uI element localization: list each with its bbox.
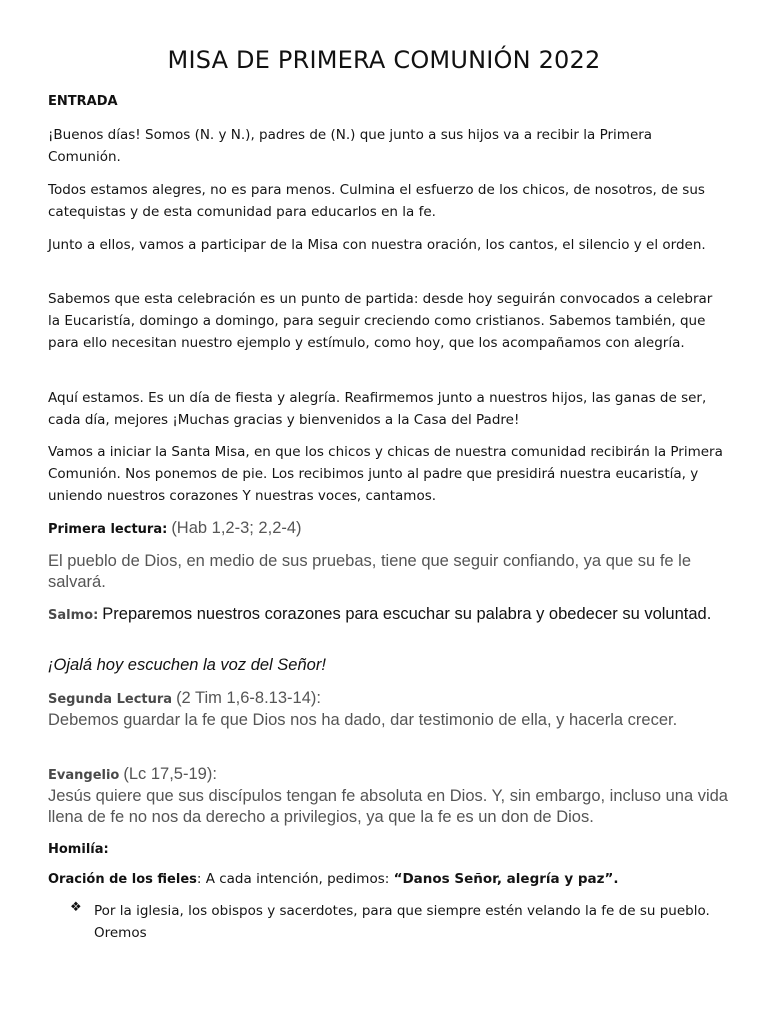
bullet-diamond-icon: ❖ xyxy=(70,900,82,915)
paragraph-iniciar-misa: Vamos a iniciar la Santa Misa, en que los chicos y chicas de nuestra comunidad recibirán la Primera Comunión. Nos ponemos de pie. Los recibimos junto al padre que presidirá nuestra eucaristía, y uniendo nuestros corazones Y nuestras voces, cantamos. xyxy=(48,444,723,504)
paragraph-punto-de-partida: Sabemos que esta celebración es un punto de partida: desde hoy seguirán convocados a celebrar la Eucaristía, domingo a domingo, para seguir creciendo como cristianos. Sabemos también, que para ello necesitan nuestro ejemplo y estímulo, como hoy, que los acompañamos con alegría. xyxy=(48,291,713,351)
segunda-lectura-reference: (2 Tim 1,6-8.13-14): xyxy=(176,689,321,707)
salmo-label: Salmo: xyxy=(48,608,99,623)
oracion-quote: “Danos Señor, alegría y paz” xyxy=(393,871,614,887)
evangelio-label: Evangelio xyxy=(48,768,120,783)
primera-lectura-label: Primera lectura: xyxy=(48,522,168,537)
homilia-line xyxy=(48,838,738,860)
oracion-label: Oración de los fieles xyxy=(48,872,197,887)
homilia-label: Homilía: xyxy=(48,842,109,857)
paragraph-aqui-estamos: Aquí estamos. Es un día de fiesta y alegría. Reafirmemos junto a nuestros hijos, las ganas de ser, cada día, mejores ¡Muchas gracias y bienvenidos a la Casa del Padre! xyxy=(48,390,707,428)
entrada-heading: ENTRADA xyxy=(48,94,118,109)
paragraph-junto-a-ellos: Junto a ellos, vamos a participar de la Misa con nuestra oración, los cantos, el silencio y el orden. xyxy=(48,237,706,253)
evangelio-text: Jesús quiere que sus discípulos tengan fe absoluta en Dios. Y, sin embargo, incluso una vida llena de fe no nos da derecho a privilegios, ya que la fe es un don de Dios. xyxy=(48,787,728,826)
paragraph-alegres: Todos estamos alegres, no es para menos. Culmina el esfuerzo de los chicos, de nosotros, de sus catequistas y de esta comunidad para educarlos en la fe. xyxy=(48,182,705,220)
segunda-lectura-line xyxy=(48,688,738,710)
salmo-text: Preparemos nuestros corazones para escuchar su palabra y obedecer su voluntad. xyxy=(102,605,712,623)
document-title: MISA DE PRIMERA COMUNIÓN 2022 xyxy=(167,46,601,74)
segunda-lectura-text: Debemos guardar la fe que Dios nos ha dado, dar testimonio de ella, y hacerla crecer. xyxy=(48,711,678,729)
intencion-item: Por la iglesia, los obispos y sacerdotes, para que siempre estén velando la fe de su pueblo. Oremos xyxy=(94,903,710,941)
salmo-line xyxy=(48,604,738,626)
segunda-lectura-label: Segunda Lectura xyxy=(48,692,173,707)
oracion-end: . xyxy=(613,871,619,887)
primera-lectura-text: El pueblo de Dios, en medio de sus pruebas, tiene que seguir confiando, ya que su fe le salvará. xyxy=(48,552,692,591)
paragraph-saludo: ¡Buenos días! Somos (N. y N.), padres de (N.) que junto a sus hijos va a recibir la Primera Comunión. xyxy=(48,127,653,165)
evangelio-line xyxy=(48,764,738,786)
evangelio-reference: (Lc 17,5-19): xyxy=(123,765,217,783)
oracion-text: : A cada intención, pedimos: xyxy=(196,871,394,887)
primera-lectura-reference: (Hab 1,2-3; 2,2-4) xyxy=(171,519,302,537)
oracion-line xyxy=(48,869,738,890)
salmo-response: ¡Ojalá hoy escuchen la voz del Señor! xyxy=(48,656,326,674)
primera-lectura-line xyxy=(48,518,738,540)
